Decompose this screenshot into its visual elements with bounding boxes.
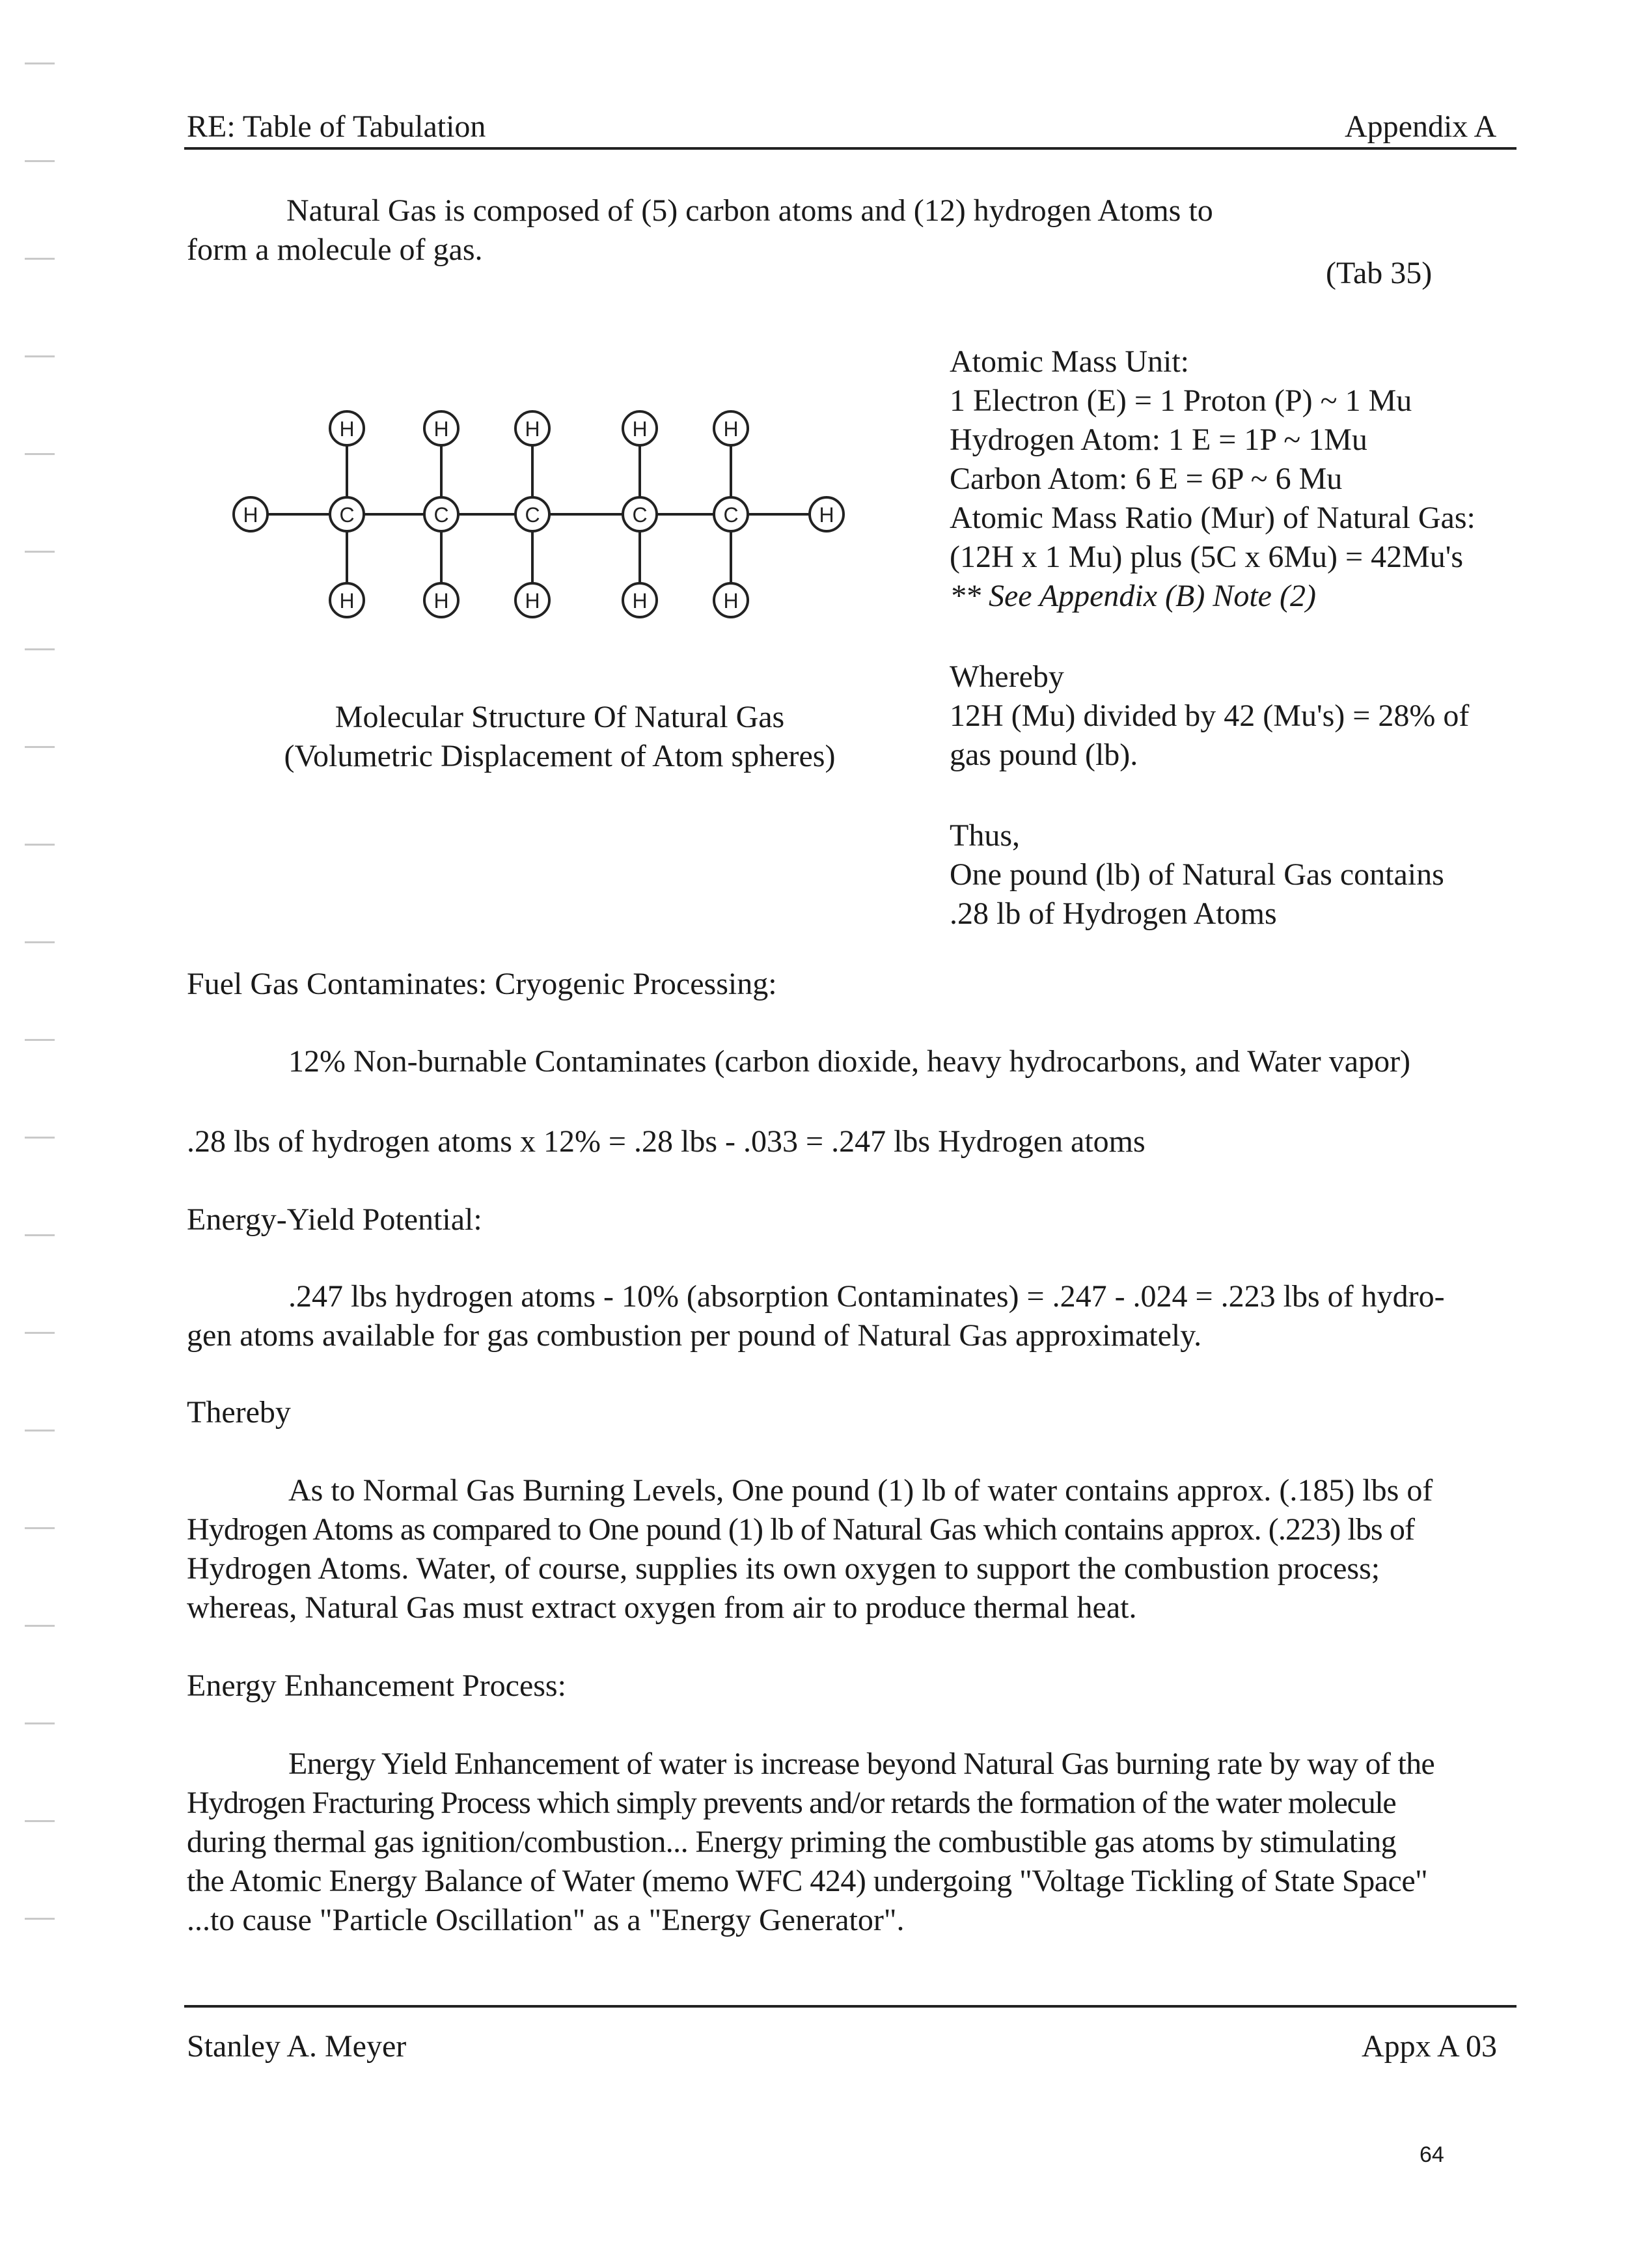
tab-reference: (Tab 35)	[1326, 256, 1433, 290]
molecule-diagram	[215, 391, 885, 638]
enhancement-heading: Energy Enhancement Process:	[187, 1668, 566, 1703]
thereby-line: As to Normal Gas Burning Levels, One pound (1) lb of water contains approx. (.185) lbs of	[288, 1473, 1433, 1508]
atomic-line: Hydrogen Atom: 1 E = 1P ~ 1Mu	[950, 422, 1367, 457]
atom-label-h: H	[723, 589, 739, 613]
binder-margin-marks	[20, 39, 59, 1992]
page-number: 64	[1420, 2142, 1444, 2167]
footer-rule	[184, 2005, 1516, 2008]
enhancement-line: ...to cause "Particle Oscillation" as a "Energy Generator".	[187, 1903, 905, 1937]
atomic-line: 1 Electron (E) = 1 Proton (P) ~ 1 Mu	[950, 383, 1412, 418]
whereby-line: gas pound (lb).	[950, 738, 1138, 772]
whereby-label: Whereby	[950, 659, 1064, 694]
atom-label-c: C	[723, 503, 739, 527]
molecule-caption-line-2: (Volumetric Displacement of Atom spheres)	[284, 739, 836, 773]
thereby-line: Hydrogen Atoms as compared to One pound (1) lb of Natural Gas which contains approx. (.223) lbs of	[187, 1512, 1415, 1547]
contaminates-line: 12% Non-burnable Contaminates (carbon dioxide, heavy hydrocarbons, and Water vapor)	[288, 1044, 1411, 1079]
atom-label-h: H	[723, 417, 739, 441]
atom-label-h: H	[433, 417, 449, 441]
header-title: RE: Table of Tabulation	[187, 109, 486, 144]
thus-line: .28 lb of Hydrogen Atoms	[950, 896, 1277, 931]
footer-author: Stanley A. Meyer	[187, 2029, 407, 2064]
atomic-line: Atomic Mass Unit:	[950, 344, 1189, 379]
thus-line: One pound (lb) of Natural Gas contains	[950, 857, 1444, 892]
thus-block	[950, 816, 1444, 933]
energy-yield-line-1: .247 lbs hydrogen atoms - 10% (absorption Contaminates) = .247 - .024 = .223 lbs of hydro-	[288, 1279, 1445, 1314]
atom-label-h: H	[433, 589, 449, 613]
hydrogen-calc-line: .28 lbs of hydrogen atoms x 12% = .28 lbs - .033 = .247 lbs Hydrogen atoms	[187, 1124, 1146, 1159]
atom-label-c: C	[632, 503, 648, 527]
atom-label-h: H	[819, 503, 834, 527]
atom-label-h: H	[632, 417, 648, 441]
whereby-block	[950, 657, 1469, 775]
atom-label-h: H	[632, 589, 648, 613]
atom-label-c: C	[433, 503, 449, 527]
atomic-line: (12H x 1 Mu) plus (5C x 6Mu) = 42Mu's	[950, 540, 1464, 574]
molecule-svg	[215, 391, 885, 638]
footer-appendix-page: Appx A 03	[1362, 2029, 1498, 2064]
atomic-line: Carbon Atom: 6 E = 6P ~ 6 Mu	[950, 462, 1343, 496]
thereby-line: whereas, Natural Gas must extract oxygen from air to produce thermal heat.	[187, 1590, 1137, 1625]
atomic-line: Atomic Mass Ratio (Mur) of Natural Gas:	[950, 501, 1475, 535]
enhancement-line: Energy Yield Enhancement of water is increase beyond Natural Gas burning rate by way of the	[288, 1747, 1435, 1781]
energy-yield-line-2: gen atoms available for gas combustion per pound of Natural Gas approximately.	[187, 1318, 1202, 1353]
intro-line-1: Natural Gas is composed of (5) carbon atoms and (12) hydrogen Atoms to	[286, 193, 1213, 228]
whereby-line: 12H (Mu) divided by 42 (Mu's) = 28% of	[950, 698, 1470, 733]
enhancement-line: Hydrogen Fracturing Process which simply prevents and/or retards the formation of the water molecule	[187, 1786, 1396, 1820]
atom-label-h: H	[525, 589, 540, 613]
enhancement-line: during thermal gas ignition/combustion... Energy priming the combustible gas atoms by stimulating	[187, 1825, 1397, 1859]
appendix-note: ** See Appendix (B) Note (2)	[950, 579, 1316, 613]
atom-label-h: H	[525, 417, 540, 441]
atom-label-h: H	[243, 503, 258, 527]
fuel-heading: Fuel Gas Contaminates: Cryogenic Processing:	[187, 967, 777, 1001]
atom-label-c: C	[525, 503, 540, 527]
atom-label-h: H	[339, 417, 355, 441]
molecule-caption-line-1: Molecular Structure Of Natural Gas	[335, 700, 785, 734]
thereby-line: Hydrogen Atoms. Water, of course, supplies its own oxygen to support the combustion process;	[187, 1551, 1380, 1586]
enhancement-line: the Atomic Energy Balance of Water (memo WFC 424) undergoing "Voltage Tickling of State Space"	[187, 1864, 1428, 1898]
atom-label-c: C	[339, 503, 355, 527]
thus-label: Thus,	[950, 818, 1020, 853]
header-rule	[184, 147, 1516, 150]
header-appendix: Appendix A	[1345, 109, 1497, 144]
energy-yield-heading: Energy-Yield Potential:	[187, 1202, 482, 1237]
intro-line-2: form a molecule of gas.	[187, 232, 483, 267]
thereby-label: Thereby	[187, 1395, 291, 1430]
atomic-mass-block	[950, 342, 1475, 616]
atom-label-h: H	[339, 589, 355, 613]
